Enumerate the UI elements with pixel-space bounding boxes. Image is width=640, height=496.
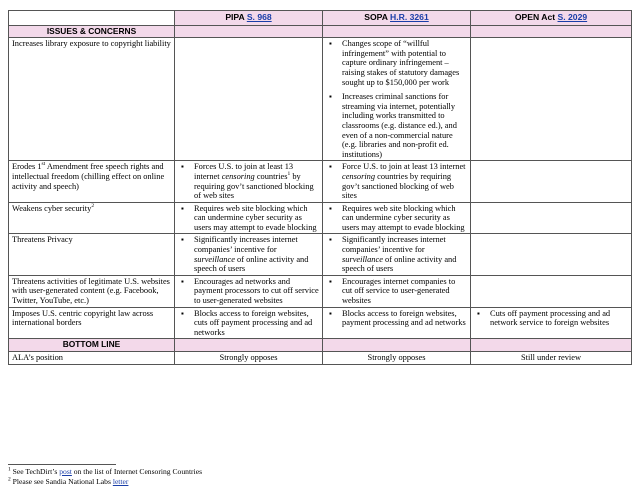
issues-section-row — [9, 25, 632, 38]
cell-pipa — [175, 38, 323, 161]
pipa-name: PIPA — [225, 12, 245, 22]
sopa-bullets — [326, 309, 467, 328]
footnote-pre: Please see Sandia National Labs — [10, 477, 113, 486]
cell-sopa — [323, 275, 471, 307]
cell-open — [471, 275, 632, 307]
bullet-item: ▪ Significantly increases internet companies’ incentive for surveillance of online activity and speech of users — [326, 235, 467, 273]
issue-cell: Threatens activities of legitimate U.S. websites with user-generated content (e.g. Facebook, Twitter, YouTube, etc.) — [9, 275, 175, 307]
table-row — [9, 161, 632, 202]
bullet-item: ▪ Requires web site blocking which can undermine cyber security as users may attempt to evade blocking — [178, 204, 319, 233]
cell-sopa — [323, 307, 471, 339]
issue-cell: Increases library exposure to copyright liability — [9, 38, 175, 161]
header-sopa — [323, 11, 471, 26]
issues-section-label: ISSUES & CONCERNS — [9, 25, 175, 38]
footnote-rule — [8, 464, 116, 465]
pipa-bullets — [178, 309, 319, 338]
pipa-bullets — [178, 235, 319, 273]
bullet-item: ▪ Force U.S. to join at least 13 internet censoring countries by requiring gov’t sanctioned blocking of web sites — [326, 162, 467, 200]
cell-pipa — [175, 202, 323, 234]
footnote-number: 2 — [8, 476, 11, 483]
position-label: ALA’s position — [9, 352, 175, 365]
table-row — [9, 38, 632, 161]
bullet-item: ▪ Blocks access to foreign websites, payment processing and ad networks — [326, 309, 467, 328]
sopa-bullets — [326, 204, 467, 233]
open-bullets — [474, 309, 628, 328]
pipa-bill-link[interactable]: S. 968 — [246, 12, 272, 22]
pipa-bullets — [178, 204, 319, 233]
bullet-item: ▪ Encourages internet companies to cut off service to user-generated websites — [326, 277, 467, 306]
cell-sopa — [323, 234, 471, 275]
footnote-1 — [8, 467, 202, 476]
cell-pipa — [175, 234, 323, 275]
issue-cell: Threatens Privacy — [9, 234, 175, 275]
bullet-item: ▪ Forces U.S. to join at least 13 internet censoring countries$^1$ by requiring gov’t sanctioned blocking of web sites — [178, 162, 319, 200]
sopa-bullets — [326, 235, 467, 273]
footnote-number: 1 — [8, 466, 11, 473]
cell-pipa — [175, 161, 323, 202]
table-row — [9, 234, 632, 275]
bullet-item: ▪ Increases criminal sanctions for streaming via internet, potentially including works transmitted to classrooms (e.g. distance ed.), and even of a non-commercial nature (e.g. libraries and non-profit ed. institutions) — [326, 92, 467, 159]
cell-open — [471, 202, 632, 234]
table-row — [9, 307, 632, 339]
bullet-item: ▪ Cuts off payment processing and ad network service to foreign websites — [474, 309, 628, 328]
cell-pipa — [175, 275, 323, 307]
open-position: Still under review — [471, 352, 632, 365]
cell-open — [471, 161, 632, 202]
cell-pipa — [175, 307, 323, 339]
open-bill-link[interactable]: S. 2029 — [557, 12, 588, 22]
footnote-post: on the list of Internet Censoring Countries — [71, 467, 203, 476]
cell-sopa — [323, 202, 471, 234]
cell-open — [471, 38, 632, 161]
bullet-item: ▪ Changes scope of “willful infringement” with potential to capture ordinary infringement – raising stakes of statutory damages sought up to $150,000 per work — [326, 39, 467, 87]
footnote-pre: See TechDirt’s — [10, 467, 60, 476]
bullet-item: ▪ Encourages ad networks and payment processors to cut off service to user-generated websites — [178, 277, 319, 306]
sopa-bullets — [326, 162, 467, 200]
issue-cell: Weakens cyber security$^2$ — [9, 202, 175, 234]
issue-cell: Imposes U.S. centric copyright law across international borders — [9, 307, 175, 339]
sopa-name: SOPA — [364, 12, 388, 22]
header-pipa — [175, 11, 323, 26]
open-name: OPEN Act — [514, 12, 556, 22]
pipa-bullets — [178, 277, 319, 306]
comparison-table — [8, 10, 632, 365]
sopa-bullets — [326, 39, 467, 159]
header-corner — [9, 11, 175, 26]
bullet-item: ▪ Blocks access to foreign websites, cuts off payment processing and ad networks — [178, 309, 319, 338]
table-row — [9, 275, 632, 307]
cell-sopa — [323, 38, 471, 161]
sopa-bullets — [326, 277, 467, 306]
cell-open — [471, 234, 632, 275]
cell-open — [471, 307, 632, 339]
sopa-position: Strongly opposes — [323, 352, 471, 365]
bullet-item: ▪ Significantly increases internet companies’ incentive for surveillance of online activity and speech of users — [178, 235, 319, 273]
header-open — [471, 11, 632, 26]
footnote-link[interactable]: letter — [112, 477, 129, 486]
bullet-item: ▪ Requires web site blocking which can undermine cyber security as users may attempt to evade blocking — [326, 204, 467, 233]
cell-sopa — [323, 161, 471, 202]
pipa-position: Strongly opposes — [175, 352, 323, 365]
pipa-bullets — [178, 162, 319, 200]
header-row — [9, 11, 632, 26]
sopa-bill-link[interactable]: H.R. 3261 — [390, 12, 429, 22]
footnote-link[interactable]: post — [59, 467, 72, 476]
bottom-line-section-row — [9, 339, 632, 352]
bottom-line-row — [9, 352, 632, 365]
footnote-2 — [8, 477, 128, 486]
issue-cell: Erodes 1st Amendment free speech rights and intellectual freedom (chilling effect on online activity and speech) — [9, 161, 175, 202]
bottom-line-section-label: BOTTOM LINE — [9, 339, 175, 352]
table-row — [9, 202, 632, 234]
